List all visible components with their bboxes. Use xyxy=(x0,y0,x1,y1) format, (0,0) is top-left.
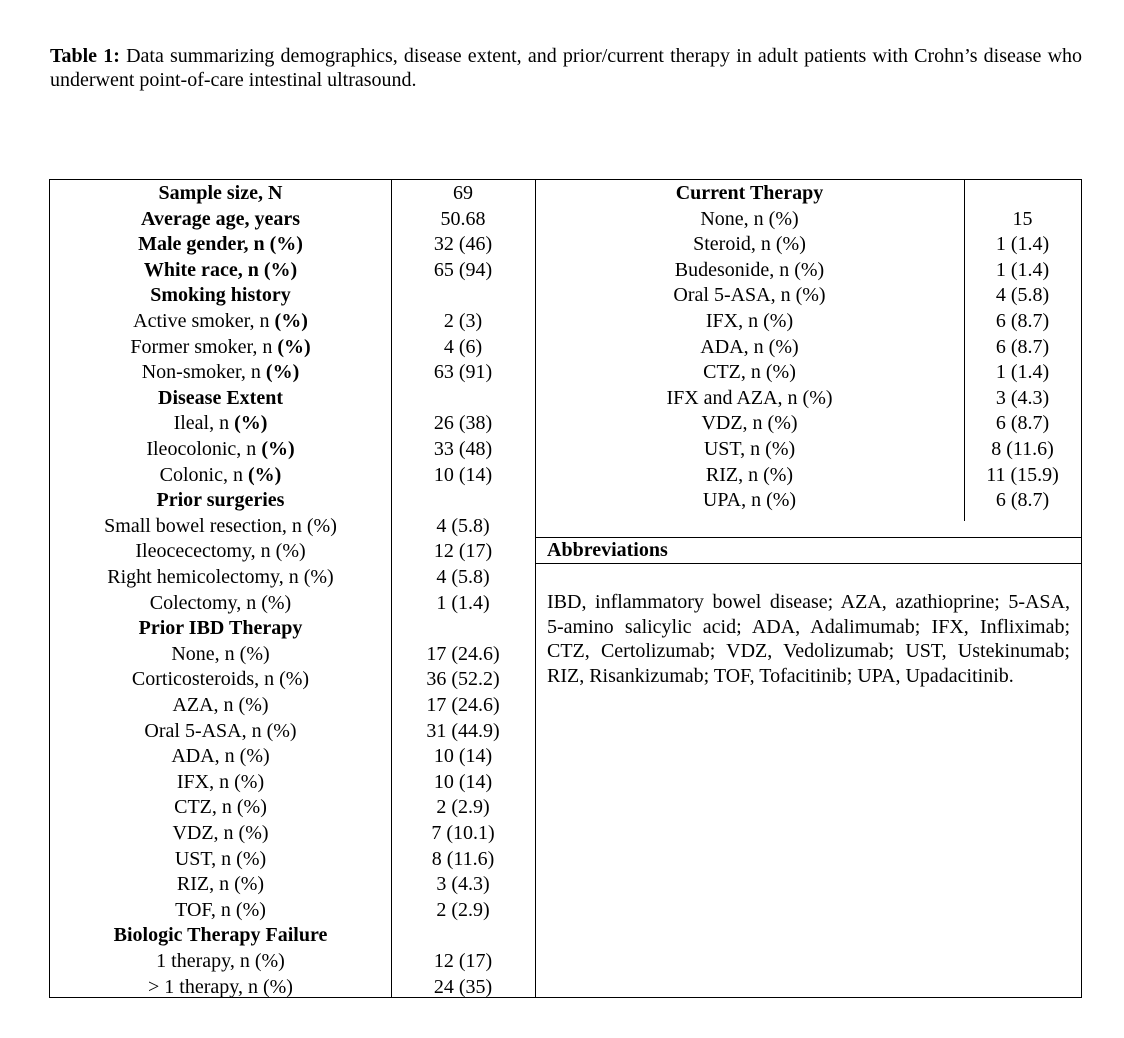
row-value xyxy=(391,616,535,642)
row-value: 3 (4.3) xyxy=(436,873,490,896)
current-therapy-value: 15 xyxy=(1012,207,1033,230)
row-label: Corticosteroids, n (%) xyxy=(131,668,310,691)
row-value: 2 (3) xyxy=(443,310,483,332)
current-therapy-value: 11 (15.9) xyxy=(986,463,1059,486)
current-therapy-label: None, n (%) xyxy=(700,207,799,230)
current-therapy-label: UPA, n (%) xyxy=(702,489,797,512)
current-therapy-value: 8 (11.6) xyxy=(991,438,1054,460)
row-value: 4 (5.8) xyxy=(436,566,490,588)
row-label: IFX, n (%) xyxy=(176,770,265,793)
row-label: Ileocolonic, n (%) xyxy=(146,438,295,460)
current-therapy-value: 6 (8.7) xyxy=(995,489,1050,512)
row-value: 26 (38) xyxy=(433,412,493,435)
row-value: 32 (46) xyxy=(433,233,493,256)
current-therapy-label: IFX, n (%) xyxy=(705,310,794,332)
row-label: Prior IBD Therapy xyxy=(138,617,303,640)
current-therapy-value: 1 (1.4) xyxy=(995,258,1050,281)
abbreviations-text: IBD, inflammatory bowel disease; AZA, azathioprine; 5-ASA, 5-amino salicylic acid; ADA, Adalimumab; IFX, Infliximab; CTZ, Certolizumab; VDZ, Vedolizumab; UST, Ustekinumab; RIZ, Risankizumab; TOF, Tofacitinib; UPA, Upadacitinib. xyxy=(547,591,1070,687)
row-label: 1 therapy, n (%) xyxy=(156,950,285,972)
row-value: 17 (24.6) xyxy=(426,694,500,716)
row-divider xyxy=(535,563,1081,564)
row-value: 63 (91) xyxy=(433,361,493,384)
current-therapy-value: 6 (8.7) xyxy=(995,310,1050,332)
row-label: Colonic, n (%) xyxy=(159,463,282,486)
row-label: Colectomy, n (%) xyxy=(149,591,292,614)
row-label: TOF, n (%) xyxy=(175,898,266,921)
row-label: UST, n (%) xyxy=(174,847,267,870)
current-therapy-label: Budesonide, n (%) xyxy=(674,258,825,281)
row-value xyxy=(391,923,535,949)
row-value: 10 (14) xyxy=(433,745,493,768)
row-label: Disease Extent xyxy=(158,386,283,409)
current-therapy-label: ADA, n (%) xyxy=(700,335,799,358)
row-label: Active smoker, n (%) xyxy=(133,310,308,332)
row-label: Former smoker, n (%) xyxy=(130,335,311,358)
row-label: Smoking history xyxy=(150,284,291,307)
row-label: Ileal, n (%) xyxy=(173,412,268,435)
row-value: 33 (48) xyxy=(433,438,493,460)
row-label: VDZ, n (%) xyxy=(172,822,269,844)
row-value: 69 xyxy=(453,182,473,204)
row-label: Non-smoker, n (%) xyxy=(141,361,300,384)
row-label: Ileocecectomy, n (%) xyxy=(135,540,306,563)
row-label: Small bowel resection, n (%) xyxy=(104,514,337,537)
row-label: Biologic Therapy Failure xyxy=(113,924,328,947)
row-value: 65 (94) xyxy=(433,258,493,281)
row-value: 17 (24.6) xyxy=(426,642,500,665)
row-value: 1 (1.4) xyxy=(436,591,490,614)
current-therapy-label: Current Therapy xyxy=(675,182,824,204)
row-value: 4 (5.8) xyxy=(436,514,490,537)
current-therapy-value: 1 (1.4) xyxy=(995,361,1050,384)
row-label: Male gender, n (%) xyxy=(138,233,303,256)
data-table xyxy=(49,179,1082,998)
current-therapy-label: UST, n (%) xyxy=(703,438,796,460)
row-label: > 1 therapy, n (%) xyxy=(148,975,293,998)
current-therapy-label: Steroid, n (%) xyxy=(693,233,806,256)
row-value: 10 (14) xyxy=(433,770,493,793)
row-label: None, n (%) xyxy=(171,642,270,665)
row-label: Sample size, N xyxy=(158,182,283,204)
row-label: Right hemicolectomy, n (%) xyxy=(107,566,334,588)
row-label: Oral 5-ASA, n (%) xyxy=(144,719,297,742)
current-therapy-label: CTZ, n (%) xyxy=(703,361,796,384)
row-label: AZA, n (%) xyxy=(172,694,269,716)
row-label: Average age, years xyxy=(140,207,300,230)
row-label: ADA, n (%) xyxy=(171,745,270,768)
row-value: 2 (2.9) xyxy=(436,898,490,921)
table-caption xyxy=(50,44,1082,92)
current-therapy-label: IFX and AZA, n (%) xyxy=(666,386,833,409)
current-therapy-value xyxy=(964,181,1081,207)
current-therapy-label: VDZ, n (%) xyxy=(701,412,798,435)
current-therapy-value: 3 (4.3) xyxy=(995,386,1050,409)
row-value: 8 (11.6) xyxy=(431,847,495,870)
row-value: 24 (35) xyxy=(433,975,493,998)
caption-label: Table 1: xyxy=(50,45,120,67)
row-label: CTZ, n (%) xyxy=(174,796,267,819)
abbreviations-heading: Abbreviations xyxy=(547,539,668,561)
row-label: RIZ, n (%) xyxy=(176,873,265,896)
row-label: White race, n (%) xyxy=(143,258,298,281)
caption-text: Data summarizing demographics, disease extent, and prior/current therapy in adult patients with Crohn’s disease who underwent point-of-care intestinal ultrasound. xyxy=(50,45,1083,91)
row-value xyxy=(391,283,535,309)
row-value xyxy=(391,488,535,514)
current-therapy-value: 1 (1.4) xyxy=(995,233,1050,256)
row-value: 12 (17) xyxy=(433,540,493,563)
current-therapy-value: 6 (8.7) xyxy=(995,335,1050,358)
row-value: 50.68 xyxy=(440,207,486,230)
row-value: 7 (10.1) xyxy=(431,822,495,844)
row-label: Prior surgeries xyxy=(156,489,285,512)
row-value: 31 (44.9) xyxy=(426,719,500,742)
row-value: 36 (52.2) xyxy=(426,668,500,691)
current-therapy-value: 6 (8.7) xyxy=(995,412,1050,435)
row-value: 2 (2.9) xyxy=(436,796,490,819)
current-therapy-value: 4 (5.8) xyxy=(995,284,1050,307)
row-value xyxy=(391,386,535,412)
current-therapy-label: RIZ, n (%) xyxy=(705,463,794,486)
row-value: 12 (17) xyxy=(433,950,493,972)
row-value: 10 (14) xyxy=(433,463,493,486)
current-therapy-label: Oral 5-ASA, n (%) xyxy=(673,284,826,307)
row-value: 4 (6) xyxy=(443,335,483,358)
